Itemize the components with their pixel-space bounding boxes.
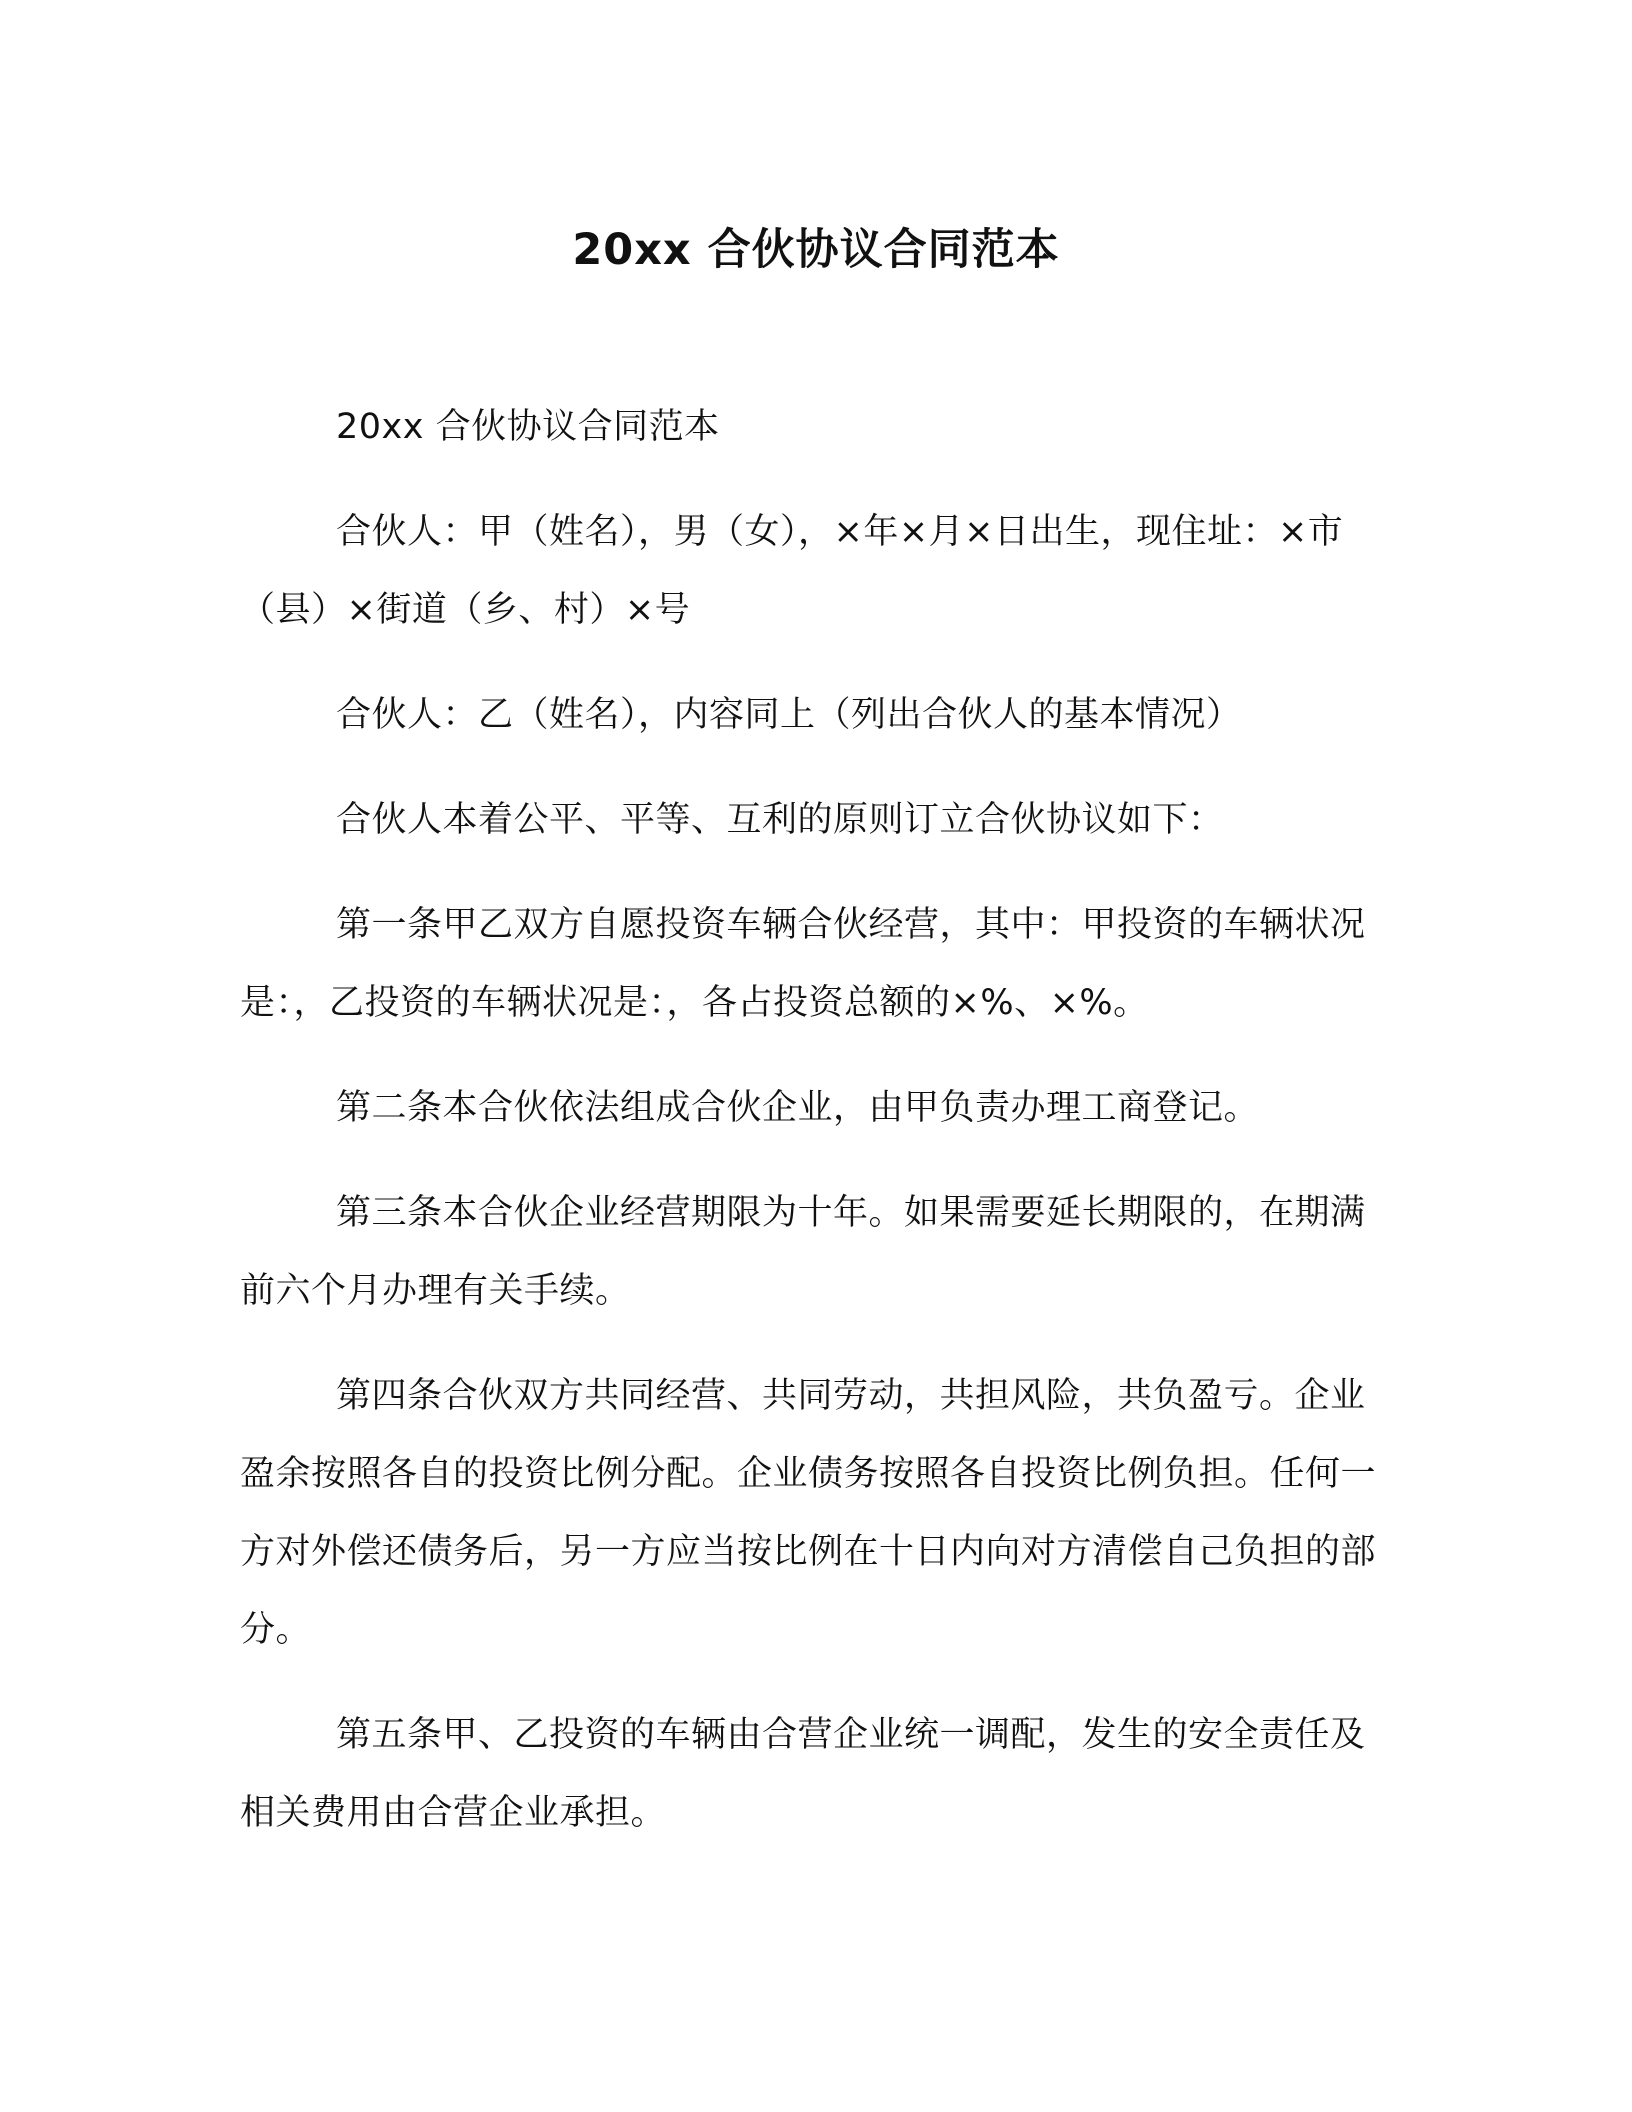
paragraph-subtitle: 20xx 合伙协议合同范本 bbox=[336, 407, 720, 447]
paragraph-article-3: 第三条本合伙企业经营期限为十年。如果需要延长期限的，在期满前六个月办理有关手续。 bbox=[240, 1193, 1366, 1311]
paragraph-article-4: 第四条合伙双方共同经营、共同劳动，共担风险，共负盈亏。企业盈余按照各自的投资比例分配。企业债务按照各自投资比例负担。任何一方对外偿还债务后，另一方应当按比例在十日内向对方清偿自己负担的部分。 bbox=[240, 1376, 1377, 1650]
paragraph-article-1: 第一条甲乙双方自愿投资车辆合伙经营，其中：甲投资的车辆状况是：，乙投资的车辆状况是：，各占投资总额的×%、×%。 bbox=[240, 905, 1366, 1023]
document-body bbox=[240, 388, 1380, 1879]
paragraph-partner-a: 合伙人：甲（姓名），男（女），×年×月×日出生，现住址：×市（县）×街道（乡、村）×号 bbox=[240, 512, 1344, 630]
document-title: 20xx 合伙协议合同范本 bbox=[572, 225, 1060, 275]
paragraph-article-5: 第五条甲、乙投资的车辆由合营企业统一调配，发生的安全责任及相关费用由合营企业承担。 bbox=[240, 1715, 1366, 1833]
paragraph-partner-b: 合伙人：乙（姓名），内容同上（列出合伙人的基本情况） bbox=[336, 695, 1242, 735]
paragraph-article-2: 第二条本合伙依法组成合伙企业，由甲负责办理工商登记。 bbox=[336, 1088, 1260, 1128]
paragraph-preamble: 合伙人本着公平、平等、互利的原则订立合伙协议如下： bbox=[336, 800, 1224, 840]
